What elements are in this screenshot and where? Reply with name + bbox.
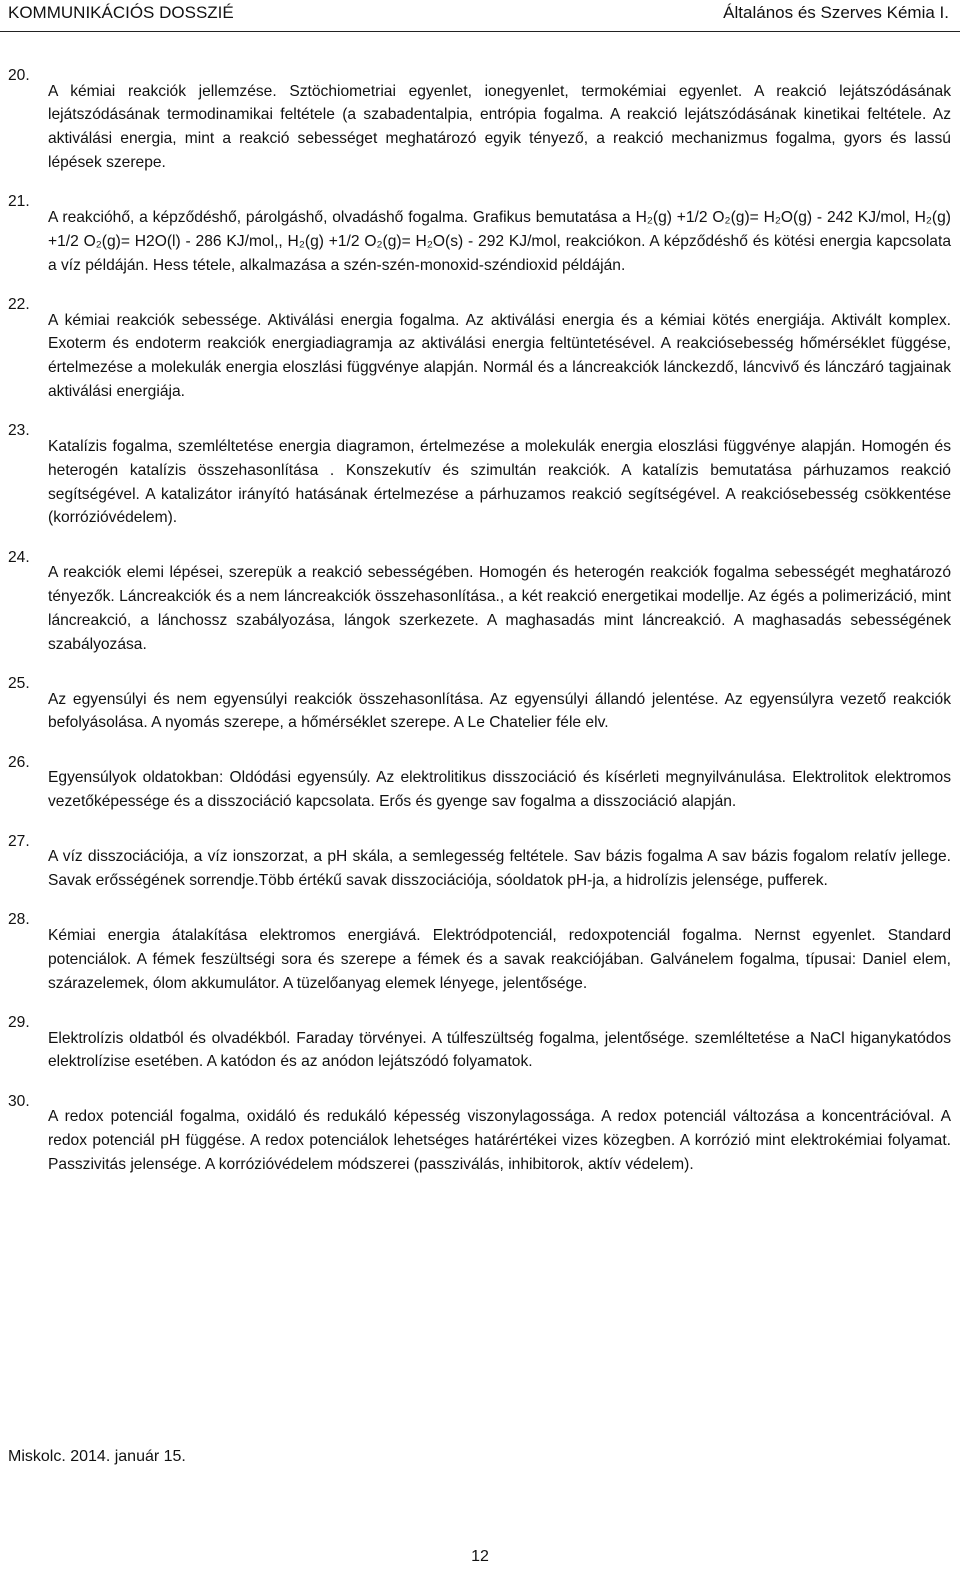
item-number: 28. [8, 911, 30, 929]
item-text: Az egyensúlyi és nem egyensúlyi reakciók összehasonlítása. Az egyensúlyi állandó jelentése. Az egyensúlyra vezető reakciók befolyásolása. A nyomás szerepe, a hőmérséklet szerepe. A Le Chatelier féle elv. [48, 690, 951, 732]
list-item [8, 1011, 951, 1090]
item-text: Kémiai energia átalakítása elektromos energiává. Elektródpotenciál, redoxpotenciál fogalma. Nernst egyenlet. Standard potenciálok. A fémek feszültségi sora és szerepe a fémek és a savak reakciójában. Galvánelem fogalma, típusai: Daniel elem, szárazelemek, ólom akkumulátor. A tüzelőanyag elemek lényege, jelentősége. [48, 927, 951, 992]
item-number: 24. [8, 548, 30, 566]
list-item [8, 546, 951, 672]
document-date: Miskolc. 2014. január 15. [8, 1448, 186, 1465]
item-number: 30. [8, 1092, 30, 1110]
list-item [8, 830, 951, 909]
item-text: Egyensúlyok oldatokban: Oldódási egyensúly. Az elektrolitikus disszociáció és kísérleti megnyilvánulása. Elektrolitok elektromos vezetőképessége és a disszociáció kapcsolata. Erős és gyenge sav fogalma a disszociáció alapján. [48, 769, 951, 811]
list-item [8, 672, 951, 751]
item-text: A víz disszociációja, a víz ionszorzat, a pH skála, a semlegesség feltétele. Sav bázis fogalma A sav bázis fogalom relatív jellege. Savak erősségének sorrendje.Több értékű savak disszociációja, sóoldatok pH-ja, a hidrolízis jelensége, pufferek. [48, 848, 951, 890]
page-number: 12 [471, 1548, 489, 1565]
item-number: 25. [8, 675, 30, 693]
list-item [8, 751, 951, 830]
header-divider [0, 31, 960, 32]
topic-list [8, 64, 951, 1192]
list-item [8, 293, 951, 419]
item-text: Elektrolízis oldatból és olvadékból. Faraday törvényei. A túlfeszültség fogalma, jelentősége. szemléltetése a NaCl higanykatódos elektrolízise esetében. A katódon és az anódon lejátszódó folyamatok. [48, 1029, 951, 1071]
list-item [8, 908, 951, 1011]
item-number: 29. [8, 1014, 30, 1031]
item-text: A kémiai reakciók sebessége. Aktiválási energia fogalma. Az aktiválási energia és a kémiai kötés energiája. Aktivált komplex. Exoterm és endoterm reakciók energiadiagramja az aktiválási energia feltüntetésével. A reakciósebesség hőmérséklet függése, értelmezése a molekulák energia eloszlási függvénye alapján. Normál és a láncreakciók lánckezdő, láncvivő és lánczáró tagjainak aktiválási energiája. [48, 311, 951, 400]
item-number: 22. [8, 295, 30, 313]
item-text: A reakcióhő, a képződéshő, párolgáshő, olvadáshő fogalma. Grafikus bemutatása a H₂(g) +1/2 O₂(g)= H₂O(g) - 242 KJ/mol, H₂(g) +1/2 O₂(g)= H2O(l) - 286 KJ/mol,, H₂(g) +1/2 O₂(g)= H₂O(s) - 292 KJ/mol, reakciókon. A képződéshő és kötési energia kapcsolata a víz példáján. Hess tétele, alkalmazása a szén-szén-monoxid-széndioxid példáján. [48, 208, 951, 274]
item-number: 26. [8, 753, 30, 771]
item-number: 27. [8, 832, 30, 850]
list-item [8, 64, 951, 190]
item-text: A reakciók elemi lépései, szerepük a reakció sebességében. Homogén és heterogén reakciók fogalma sebességét meghatározó tényezők. Láncreakciók és a nem láncreakciók összehasonlítása., a két reakció energetikai modellje. Az égés a polimerizáció, mint láncreakció, a lánchossz szabályozása, lángok szerkezete. A maghasadás mint láncreakció. A maghasadás sebességének szabályozása. [48, 564, 951, 653]
item-number: 20. [8, 67, 30, 84]
list-item [8, 1090, 951, 1193]
list-item [8, 190, 951, 293]
item-text: Katalízis fogalma, szemléltetése energia diagramon, értelmezése a molekulák energia eloszlási függvénye alapján. Homogén és heterogén katalízis összehasonlítása . Konszekutív és szimultán reakciók. A katalízis bemutatása párhuzamos reakció segítségével. A katalizátor irányító hatásának értelmezése a párhuzamos reakció segítségével. A reakciósebesség csökkentése (korrózióvédelem). [48, 437, 951, 527]
item-text: A kémiai reakciók jellemzése. Sztöchiometriai egyenlet, ionegyenlet, termokémiai egyenlet. A reakció lejátszódásának lejátszódásának termodinamikai feltétele (a szabadentalpia, entrópia fogalma. A reakció lejátszódásának kinetikai feltétele. Az aktiválási energia, mint a reakció sebességet meghatározó egyik tényező, a reakció mechanizmus fogalma, gyors és lassú lépések szerepe. [48, 82, 951, 171]
header-title-right: Általános és Szerves Kémia I. [723, 3, 949, 22]
item-text: A redox potenciál fogalma, oxidáló és redukáló képesség viszonylagossága. A redox potenciál változása a koncentrációval. A redox potenciál pH függése. A redox potenciálok lehetséges határértékei vizes közegben. A korrózió mint elektrokémiai folyamat. Passzivitás jelensége. A korrózióvédelem módszerei (passziválás, inhibitorok, aktív védelem). [48, 1108, 951, 1173]
item-number: 21. [8, 193, 30, 211]
item-number: 23. [8, 422, 30, 440]
list-item [8, 419, 951, 545]
header-title-left: KOMMUNIKÁCIÓS DOSSZIÉ [8, 3, 234, 22]
page-header [0, 0, 960, 30]
